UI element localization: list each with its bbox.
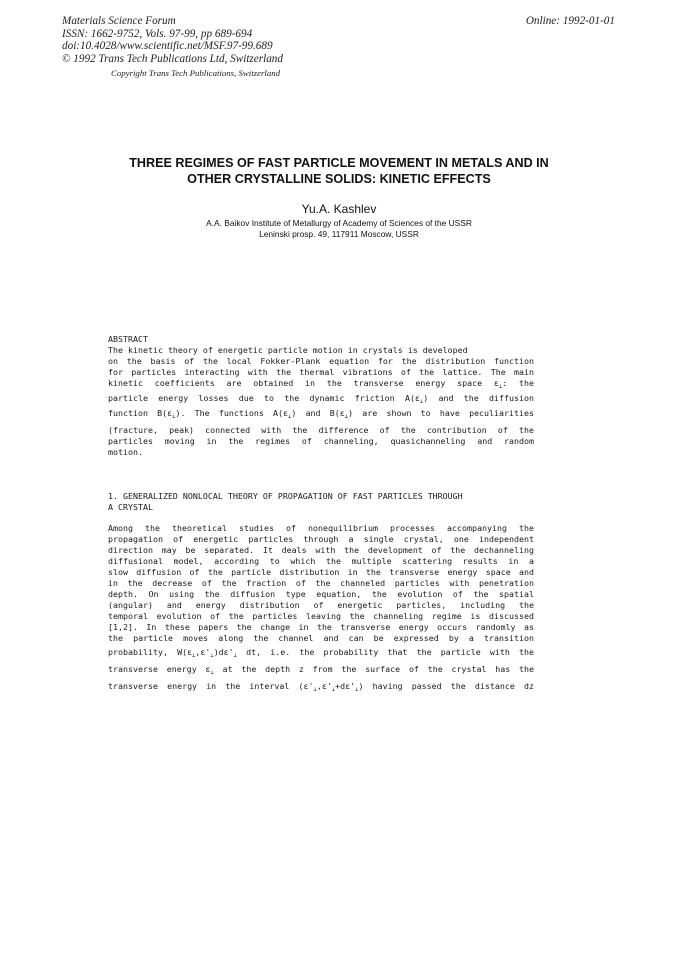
body-line: Among the theoretical studies of nonequilibrium processes accompanying the <box>108 523 534 533</box>
body-line: temporal evolution of the particles leaving the channeling regime is discussed <box>108 611 534 621</box>
abstract-line: on the basis of the local Fokker-Plank equation for the distribution function <box>108 356 534 366</box>
abstract-line: particle energy losses due to the dynamic friction $A(\varepsilon_\perp)$ and the diffusion <box>108 393 534 405</box>
paper-title <box>90 156 588 187</box>
body-line: depth. On using the diffusion type equation, the evolution of the spatial <box>108 589 534 599</box>
body-line: probability, $W(\varepsilon_\perp,\varepsilon'_\perp)d\varepsilon'_\perp$ dt, i.e. the probability that the particle with the <box>108 647 534 659</box>
body-line: diffusional model, according to which the multiple scattering results in a <box>108 556 534 566</box>
body-line: the particle moves along the channel and can be expressed by a transition <box>108 633 534 643</box>
copyright-note: Copyright Trans Tech Publications, Switzerland <box>111 68 281 78</box>
body-line: direction may be separated. It deals with the development of the dechanneling <box>108 545 534 555</box>
affiliation <box>0 218 678 239</box>
journal-name: Materials Science Forum <box>62 15 176 27</box>
title-line-1: THREE REGIMES OF FAST PARTICLE MOVEMENT IN METALS AND IN <box>129 156 549 170</box>
online-date: Online: 1992-01-01 <box>525 15 615 27</box>
abstract-line: (fracture, peak) connected with the difference of the contribution of the <box>108 425 534 435</box>
body-line: transverse energy $\varepsilon_\perp$ at the depth z from the surface of the crystal has the <box>108 664 534 676</box>
doi-line: doi:10.4028/www.scientific.net/MSF.97-99.689 <box>62 40 273 53</box>
body-line: slow diffusion of the particle distribution in the transverse energy space and <box>108 567 534 577</box>
body-line: in the decrease of the fraction of the channeled particles with penetration <box>108 578 534 588</box>
abstract-line: motion. <box>108 447 143 457</box>
affiliation-line-2: Leninski prosp. 49, 117911 Moscow, USSR <box>259 228 419 239</box>
abstract-line: for particles interacting with the thermal vibrations of the lattice. The main <box>108 367 534 377</box>
publisher-line: © 1992 Trans Tech Publications Ltd, Switzerland <box>62 52 283 65</box>
abstract-line: The kinetic theory of energetic particle motion in crystals is developed <box>108 345 468 355</box>
abstract-line: function $B(\varepsilon_\perp)$. The functions $A(\varepsilon_\perp)$ and $B(\varepsilon_\perp)$ are shown to have peculiarities <box>108 408 535 420</box>
body-line: (angular) and energy distribution of energetic particles, including the <box>108 600 534 610</box>
body-line: propagation of energetic particles through a single crystal, one independent <box>108 534 534 544</box>
body-line: transverse energy in the interval $(\varepsilon'_\perp,\varepsilon'_\perp+d\varepsilon'_\perp)$ having passed the distance dz <box>108 681 534 693</box>
author-name: Yu.A. Kashlev <box>301 202 377 216</box>
abstract-line: particles moving in the regimes of channeling, quasichanneling and random <box>108 436 534 446</box>
section-heading: A CRYSTAL <box>108 502 153 512</box>
publication-info <box>62 15 283 65</box>
issn-line: ISSN: 1662-9752, Vols. 97-99, pp 689-694 <box>62 27 253 40</box>
abstract-heading: ABSTRACT <box>108 334 148 344</box>
section-heading: 1. GENERALIZED NONLOCAL THEORY OF PROPAGATION OF FAST PARTICLES THROUGH <box>108 491 463 501</box>
body-line: [1,2]. In these papers the change in the transverse energy occurs randomly as <box>108 622 534 632</box>
title-line-2: OTHER CRYSTALLINE SOLIDS: KINETIC EFFECTS <box>187 171 491 186</box>
abstract-line: kinetic coefficients are obtained in the transverse energy space $\varepsilon_\perp$: the <box>108 378 534 390</box>
affiliation-line-1: A.A. Baikov Institute of Metallurgy of Academy of Sciences of the USSR <box>206 218 472 228</box>
